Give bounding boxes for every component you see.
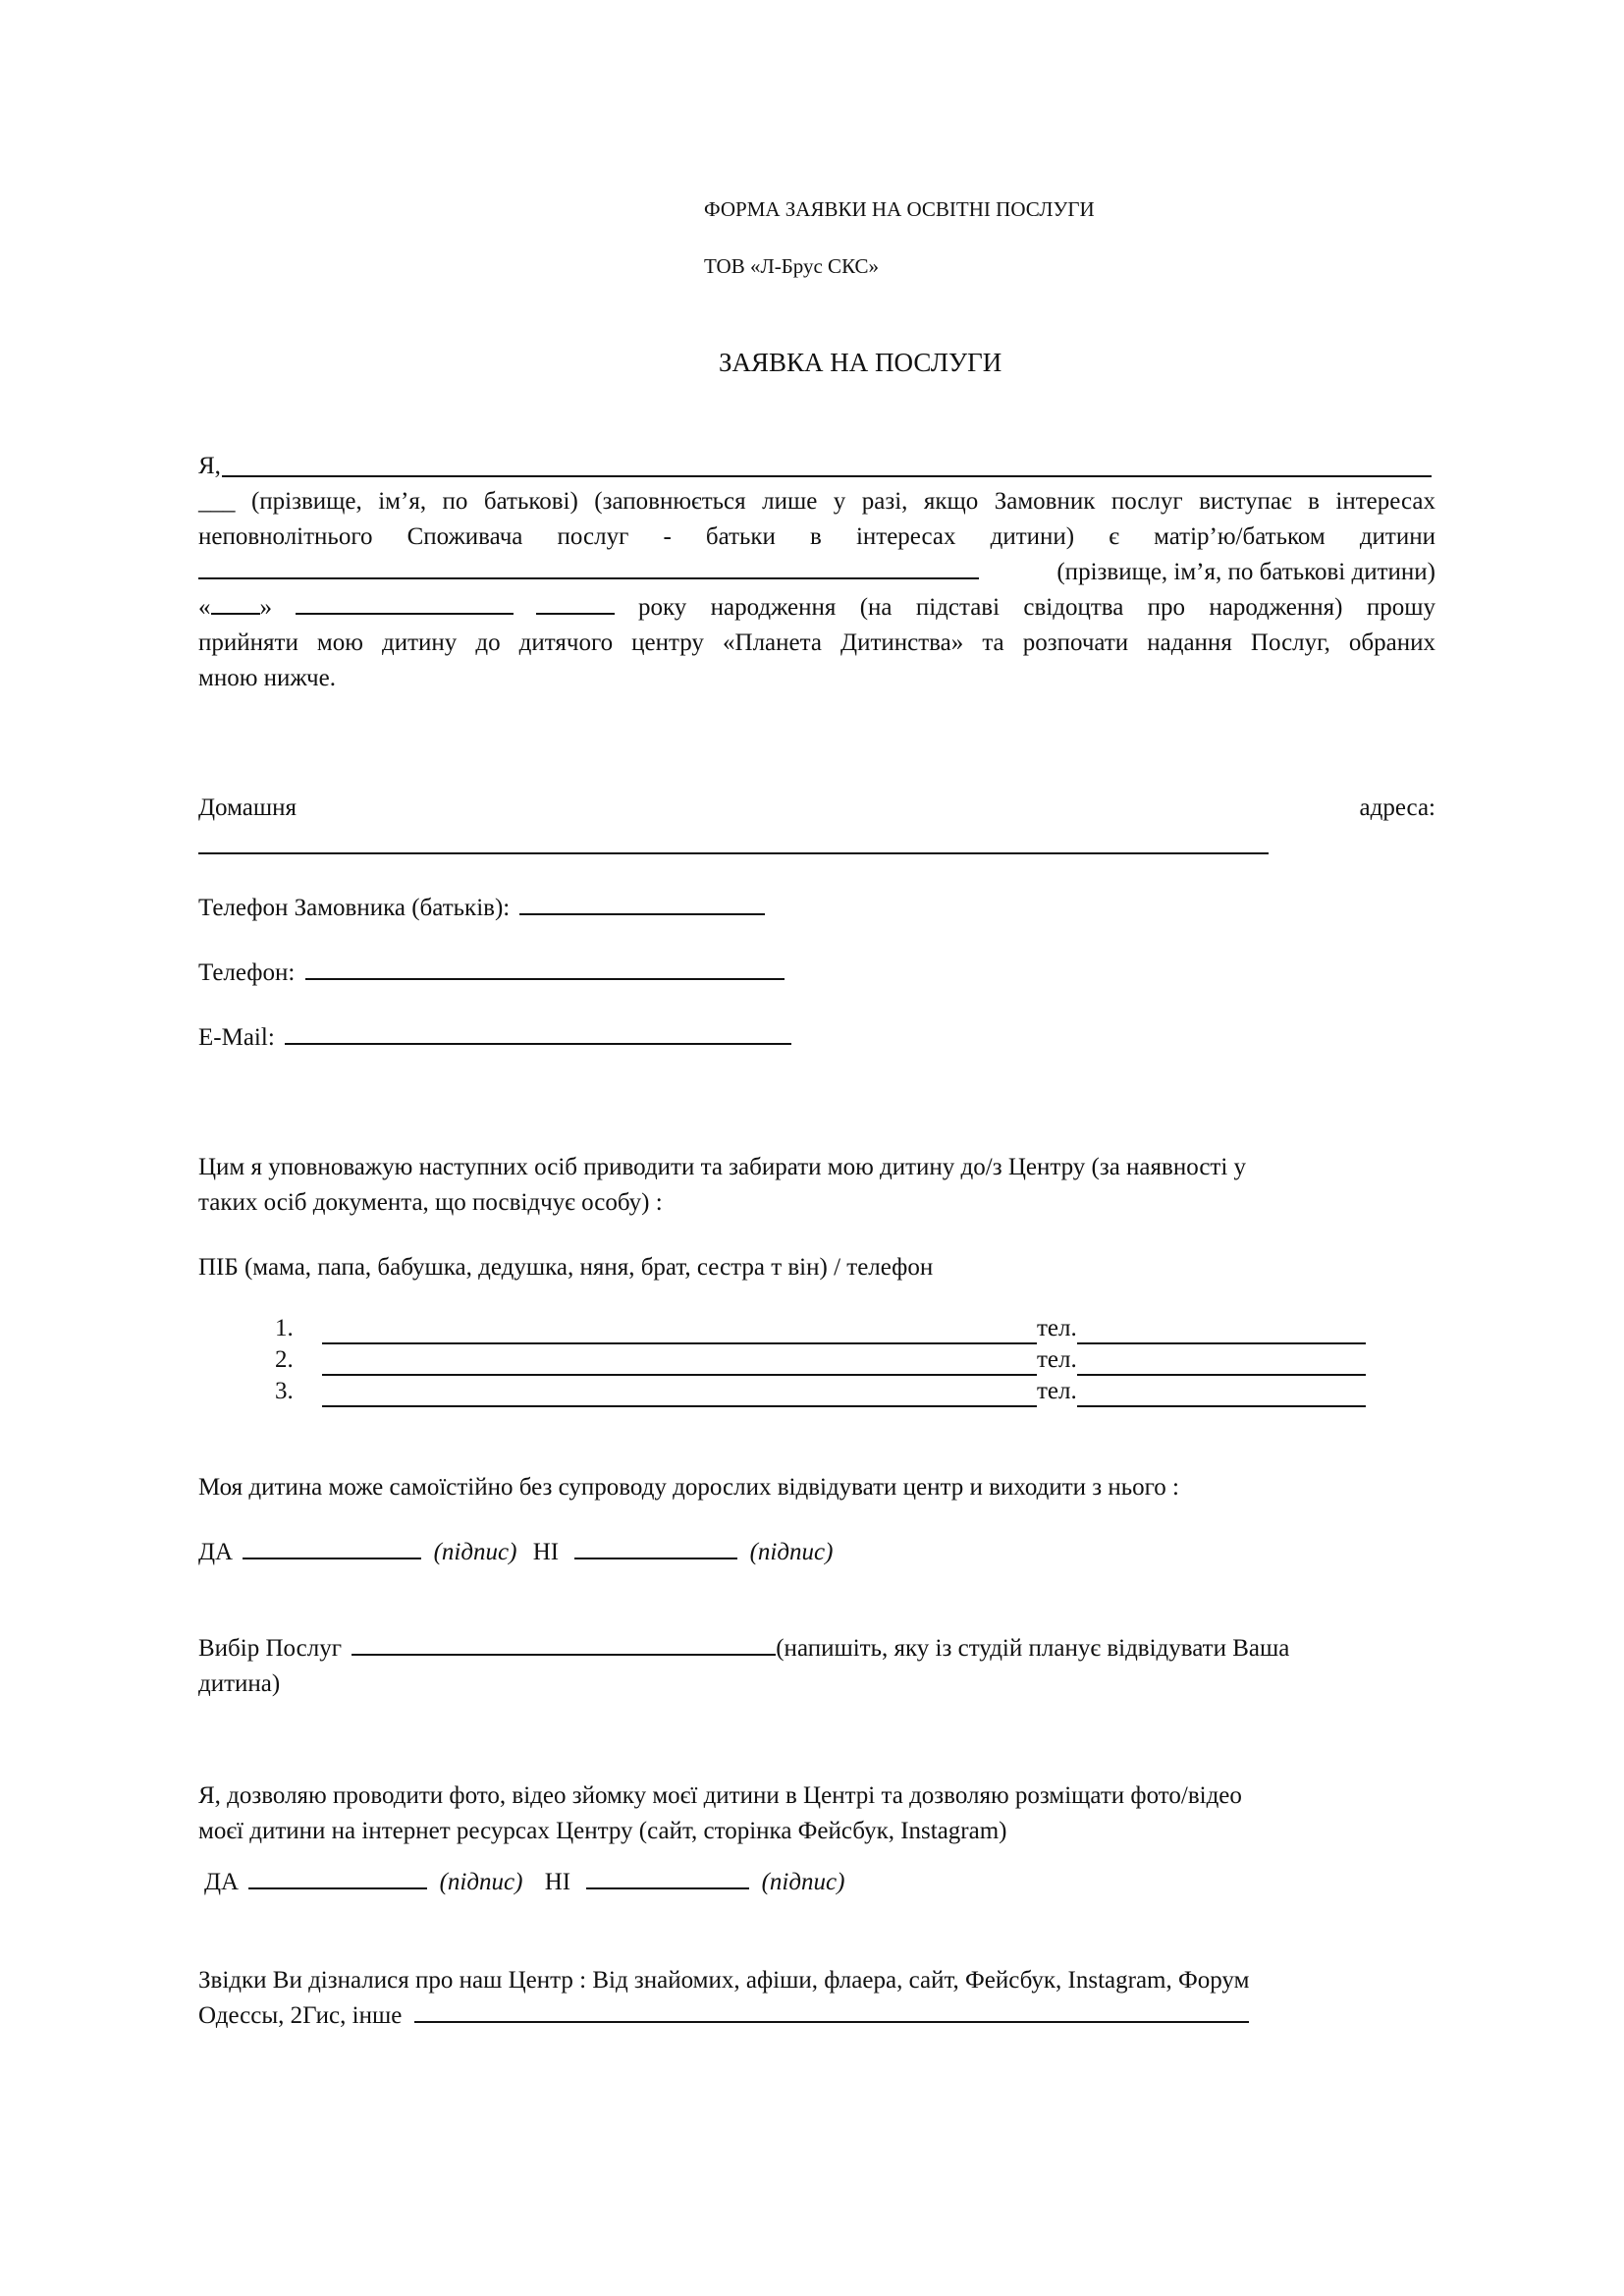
photo-consent-line2: моєї дитини на інтернет ресурсах Центру (сайт, сторінка Фейсбук, Instagram): [198, 1818, 1007, 1844]
intro-ya-label: Я,: [198, 453, 221, 479]
birth-month-field[interactable]: [296, 591, 514, 615]
customer-phone-field[interactable]: [519, 892, 765, 915]
independent-question: Моя дитина може самоїстійно без супроводу дорослих відвідувати центр и виходити з нього :: [198, 1474, 1179, 1501]
photo-no-label: НІ: [544, 1869, 571, 1895]
authorized-person-row: 3. тел.: [275, 1375, 1366, 1407]
authorization-text-line1: Цим я уповноважую наступних осіб приводити та забирати мою дитину до/з Центру (за наявності у: [198, 1154, 1247, 1180]
company-name: ТОВ «Л-Брус СКС»: [704, 254, 880, 278]
photo-no-signature-field[interactable]: [586, 1866, 749, 1889]
birth-day-field[interactable]: [211, 591, 260, 615]
services-field[interactable]: [352, 1632, 776, 1656]
authorized-person-row: 1. тел.: [275, 1312, 1366, 1344]
intro-line-6: прийняти мою дитину до дитячого центру «Планета Дитинства» та розпочати надання Послуг, обраних: [198, 629, 1435, 656]
authorized-person-2-name-field[interactable]: [322, 1352, 1037, 1376]
intro-line-7: мною нижче.: [198, 665, 336, 691]
photo-signature-row: ДА (підпис) НІ (підпис): [204, 1866, 844, 1898]
birth-year-field[interactable]: [536, 591, 615, 615]
independent-signature-row: ДА (підпис) НІ (підпис): [198, 1536, 833, 1568]
authorized-person-2-phone-field[interactable]: [1077, 1352, 1366, 1376]
home-label: Домашня: [198, 794, 297, 821]
customer-phone-label: Телефон Замовника (батьків):: [198, 895, 511, 921]
intro-line-3: неповнолітнього Споживача послуг - батьки в інтересах дитини) є матір’ю/батьком дитини: [198, 523, 1435, 550]
independent-no-label: НІ: [532, 1539, 560, 1565]
child-name-field[interactable]: [198, 577, 979, 579]
services-label: Вибір Послуг: [198, 1635, 342, 1662]
address-field[interactable]: [198, 852, 1269, 854]
source-other-field[interactable]: [414, 1999, 1249, 2023]
independent-no-signature-field[interactable]: [574, 1536, 737, 1559]
intro-line-2: ___ (прізвище, ім’я, по батькові) (заповнюється лише у разі, якщо Замовник послуг виступає в інтересах: [198, 488, 1435, 515]
photo-yes-label: ДА: [204, 1869, 240, 1895]
parent-name-field[interactable]: [222, 475, 1432, 477]
services-hint-line2: дитина): [198, 1670, 281, 1697]
authorized-person-3-name-field[interactable]: [322, 1384, 1037, 1407]
photo-yes-signature-field[interactable]: [248, 1866, 427, 1889]
source-line2: Одессы, 2Гис, інше: [198, 2002, 403, 2029]
services-hint: (напишіть, яку із студій планує відвідувати Ваша: [776, 1635, 1290, 1662]
phone-row: [198, 957, 785, 989]
address-label: адреса:: [1359, 794, 1435, 821]
intro-line-4: (прізвище, ім’я, по батькові дитини): [1056, 559, 1435, 585]
authorized-person-row: 2. тел.: [275, 1343, 1366, 1376]
email-field[interactable]: [285, 1021, 791, 1045]
email-row: [198, 1021, 791, 1054]
photo-consent-line1: Я, дозволяю проводити фото, відео зйомку моєї дитини в Центрі та дозволяю розміщати фото/відео: [198, 1782, 1242, 1809]
source-line1: Звідки Ви дізналися про наш Центр : Від знайомих, афіши, флаера, сайт, Фейсбук, Instagram, Форум: [198, 1967, 1250, 1994]
intro-line-5: « » року народження (на підставі свідоцтва про народження) прошу: [198, 591, 1435, 624]
phone-field[interactable]: [305, 957, 785, 980]
phone-label: Телефон:: [198, 959, 296, 986]
authorized-person-1-name-field[interactable]: [322, 1321, 1037, 1344]
independent-yes-signature-field[interactable]: [243, 1536, 421, 1559]
form-title: ФОРМА ЗАЯВКИ НА ОСВІТНІ ПОСЛУГИ: [704, 197, 1095, 221]
main-title: ЗАЯВКА НА ПОСЛУГИ: [719, 348, 1002, 377]
source-row: [198, 1999, 1249, 2032]
authorized-person-1-phone-field[interactable]: [1077, 1321, 1366, 1344]
parent-name-field-cont[interactable]: ___: [198, 488, 236, 515]
pib-header: ПІБ (мама, папа, бабушка, дедушка, няня, брат, сестра т він) / телефон: [198, 1254, 934, 1281]
authorization-text-line2: таких осіб документа, що посвідчує особу) :: [198, 1189, 663, 1216]
services-row: [198, 1632, 1289, 1665]
email-label: E-Mail:: [198, 1024, 275, 1051]
independent-yes-label: ДА: [198, 1539, 234, 1565]
authorized-person-3-phone-field[interactable]: [1077, 1384, 1366, 1407]
customer-phone-row: [198, 892, 765, 924]
